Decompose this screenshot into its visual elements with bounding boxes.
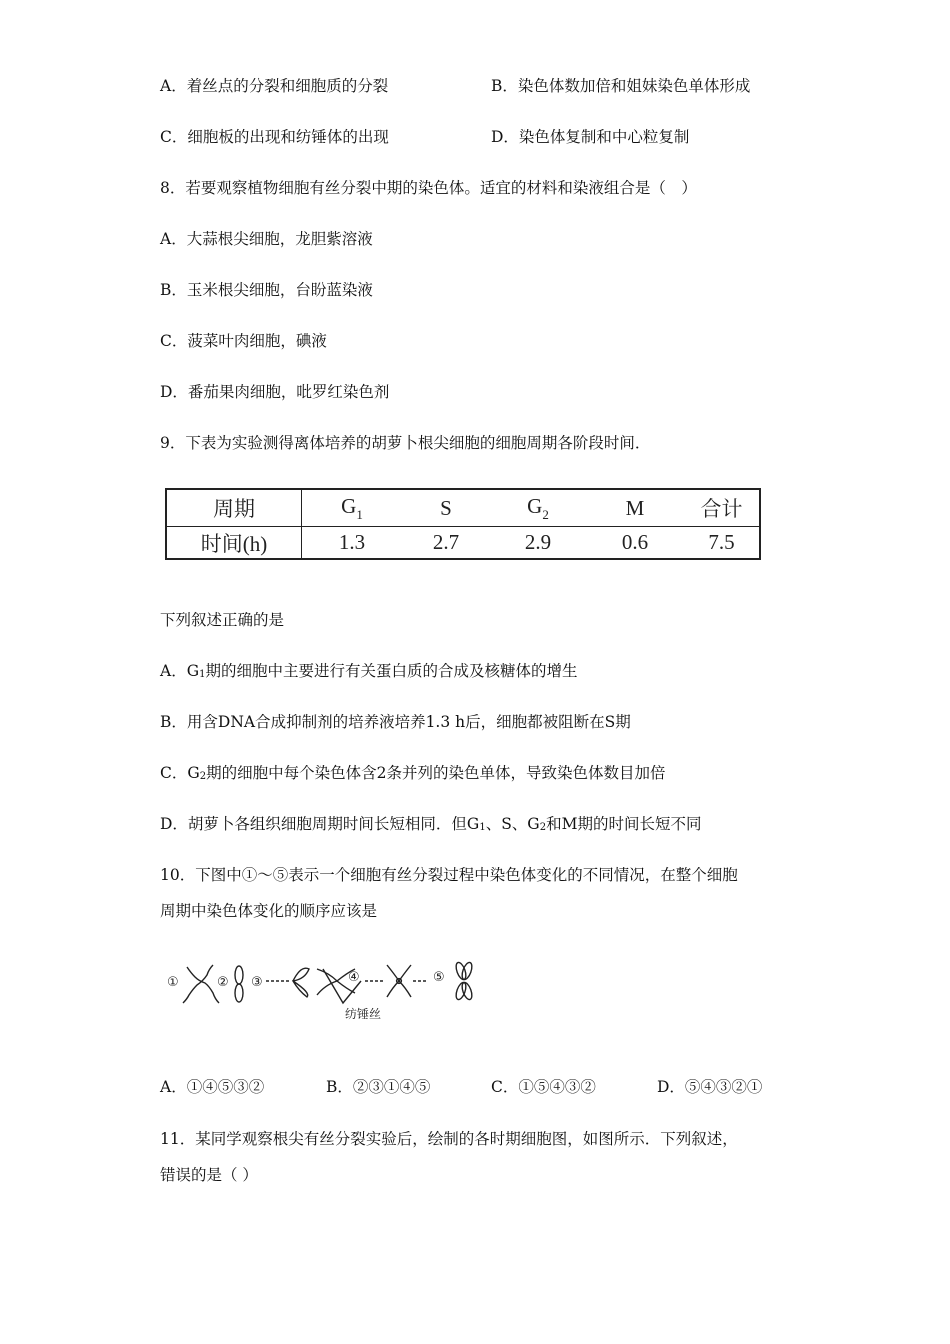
q7-option-c: C．细胞板的出现和纺锤体的出现 [160, 128, 389, 146]
q10-option-b: B．②③①④⑤ [326, 1078, 431, 1096]
chromosome-figure [165, 955, 485, 1035]
q8-stem: 8．若要观察植物细胞有丝分裂中期的染色体。适宜的材料和染液组合是（ ） [160, 179, 697, 197]
q10-option-c: C．①⑤④③② [491, 1078, 596, 1096]
q9-option-a: A．G1期的细胞中主要进行有关蛋白质的合成及核糖体的增生 [160, 662, 578, 680]
chromatin-strand-2 [183, 965, 213, 1003]
q10-option-d: D．⑤④③②① [657, 1078, 763, 1096]
q7-option-d: D．染色体复制和中心粒复制 [491, 128, 690, 146]
table-cell-s: 2.7 [432, 530, 460, 554]
table-header-s: S [402, 490, 490, 527]
figure-label-5: ⑤ [433, 970, 445, 985]
q9-lead: 下列叙述正确的是 [160, 611, 285, 629]
table-header-g1: $G_1$ [302, 490, 403, 527]
q9-option-c: C．G2期的细胞中每个染色体含2条并列的染色单体，导致染色体数目加倍 [160, 764, 666, 782]
q7-option-a: A．着丝点的分裂和细胞质的分裂 [160, 77, 389, 95]
figure-caption: 纺锤丝 [345, 1007, 382, 1021]
chromosome-3 [293, 968, 309, 997]
q9-option-d: D．胡萝卜各组织细胞周期时间长短相同．但G1、S、G2和M期的时间长短不同 [160, 815, 702, 833]
q9-option-b: B．用含DNA合成抑制剂的培养液培养1.3 h后，细胞都被阻断在S期 [160, 713, 631, 731]
q10-option-a: A．①④⑤③② [160, 1078, 265, 1096]
figure-label-2: ② [217, 975, 229, 990]
q8-option-c: C．菠菜叶肉细胞，碘液 [160, 332, 327, 350]
q11-stem-line1: 11．某同学观察根尖有丝分裂实验后，绘制的各时期细胞图，如图所示．下列叙述， [160, 1130, 738, 1148]
table-row-label: 时间(h) [167, 527, 302, 559]
figure-label-4: ④ [348, 970, 360, 985]
chromatin-strand-1 [187, 967, 219, 1003]
q10-stem-line2: 周期中染色体变化的顺序应该是 [160, 902, 378, 920]
q9-stem: 9．下表为实验测得离体培养的胡萝卜根尖细胞的细胞周期各阶段时间． [160, 434, 651, 452]
table-header-label: 周期 [167, 490, 302, 527]
figure-label-3: ③ [251, 975, 263, 990]
table-header-m: M [586, 490, 684, 527]
table-header-total: 合计 [684, 490, 759, 527]
cell-cycle-table [165, 488, 761, 560]
q10-stem-line1: 10．下图中①～⑤表示一个细胞有丝分裂过程中染色体变化的不同情况，在整个细胞 [160, 866, 738, 884]
table-cell-total: 7.5 [708, 530, 735, 554]
table-header-g2: $G_2$ [490, 490, 586, 527]
chromosome-2-bottom [235, 984, 243, 1002]
table-cell-g1: 1.3 [338, 530, 366, 554]
q8-option-b: B．玉米根尖细胞，台盼蓝染液 [160, 281, 373, 299]
chromosome-2-top [235, 966, 243, 984]
chromosome-4-right [387, 965, 411, 997]
table-cell-g2: 2.9 [524, 530, 552, 554]
q11-stem-line2: 错误的是（ ） [160, 1166, 258, 1184]
q8-option-d: D．番茄果肉细胞，吡罗红染色剂 [160, 383, 390, 401]
figure-label-1: ① [167, 975, 179, 990]
q7-option-b: B．染色体数加倍和姐妹染色单体形成 [491, 77, 751, 95]
table-cell-m: 0.6 [621, 530, 649, 554]
q8-option-a: A．大蒜根尖细胞，龙胆紫溶液 [160, 230, 373, 248]
